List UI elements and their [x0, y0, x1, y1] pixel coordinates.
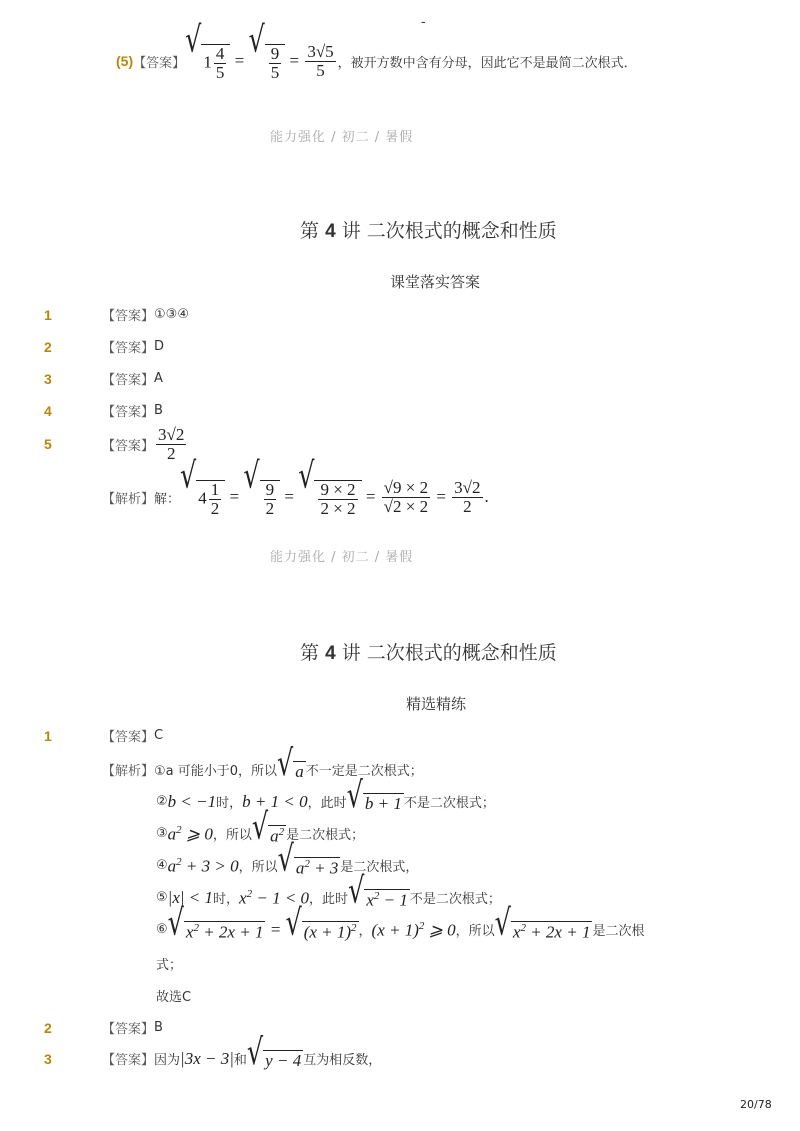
- answer-tag: 【答案】: [133, 55, 186, 71]
- answer-item: 2 【答案】 B: [44, 1019, 163, 1037]
- answer-item: 3 【答案】 因为 |3x − 3| 和 √ y − 4 互为相反数，: [44, 1031, 382, 1074]
- section-title: 第 4 讲 二次根式的概念和性质: [300, 220, 557, 242]
- answer-item: 4 【答案】 B: [44, 402, 163, 420]
- item-number: (5): [116, 53, 134, 69]
- page-footer: 能力强化 / 初二 / 暑假: [270, 550, 414, 565]
- analysis-line: ⑤ |x| < 1 时， $x^2 - 1 < 0$ ，此时 √ $x^2 - 1$ 不是二次根式；: [156, 870, 501, 913]
- formula: $\frac{3√2}{2}$: [158, 425, 185, 463]
- section-subtitle: 课堂落实答案: [390, 273, 481, 291]
- answer-item: 1 【答案】 C: [44, 727, 164, 745]
- top-mark: -: [421, 15, 426, 30]
- analysis-line: 式；: [156, 958, 183, 973]
- page-number: 20/78: [740, 1098, 772, 1111]
- analysis-line: ④ $a^2 + 3 > 0$ ，所以 √ $a^2 + 3$ 是二次根式，: [156, 838, 419, 881]
- section-title: 第 4 讲 二次根式的概念和性质: [300, 642, 557, 664]
- analysis-line: ② b < −1 时， b + 1 < 0 ，此时 √ b + 1 不是二次根式；: [156, 774, 495, 817]
- formula: √ 4 $\frac{1}{2}$ = √ $\frac{9}{2}$ = √ $\frac{9 \times 2}{2 \times 2}$ = $\frac{√9 \times 2}{√2 \times 2}$ = $\frac{3√2}{2}$ .: [180, 455, 489, 518]
- analysis-line: 【解析】 ①a 可能小于0，所以 √ a 不一定是二次根式；: [102, 742, 423, 785]
- page-footer: 能力强化 / 初二 / 暑假: [270, 130, 414, 145]
- analysis-line: 故选C: [156, 990, 192, 1005]
- answer-item: 3 【答案】 A: [44, 370, 163, 388]
- analysis-line: ⑥ √ $x^2 + 2x + 1$ = √ $(x + 1)^2$ ， $(x + 1)^2$ ⩾ 0 ，所以 √ $x^2 + 2x + 1$ 是二次根: [156, 902, 645, 945]
- answer-item: 2 【答案】 D: [44, 338, 165, 356]
- answer-item: 5 【答案】 $\frac{3√2}{2}$: [44, 425, 185, 463]
- analysis-line: ③ $a^2$ ⩾ 0 ，所以 √ $a^2$ 是二次根式；: [156, 806, 365, 849]
- answer-item: 1 【答案】 ①③④: [44, 306, 189, 324]
- section-subtitle: 精选精练: [406, 695, 467, 713]
- item-text: ，被开方数中含有分母，因此它不是最简二次根式．: [337, 55, 637, 71]
- answer-item-5-top: [116, 19, 637, 84]
- analysis: 【解析】 解： √ 4 $\frac{1}{2}$ = √ $\frac{9}{2}$ = √ $\frac{9 \times 2}{2 \times 2}$ = $\frac{√9 \times 2}{√2 \times 2}$ = $\frac{3√2}{2}$ .: [102, 455, 489, 518]
- formula: √ 1 $\frac{4}{5}$ = √ $\frac{9}{5}$ = $\frac{3√5}{5}$: [185, 19, 334, 82]
